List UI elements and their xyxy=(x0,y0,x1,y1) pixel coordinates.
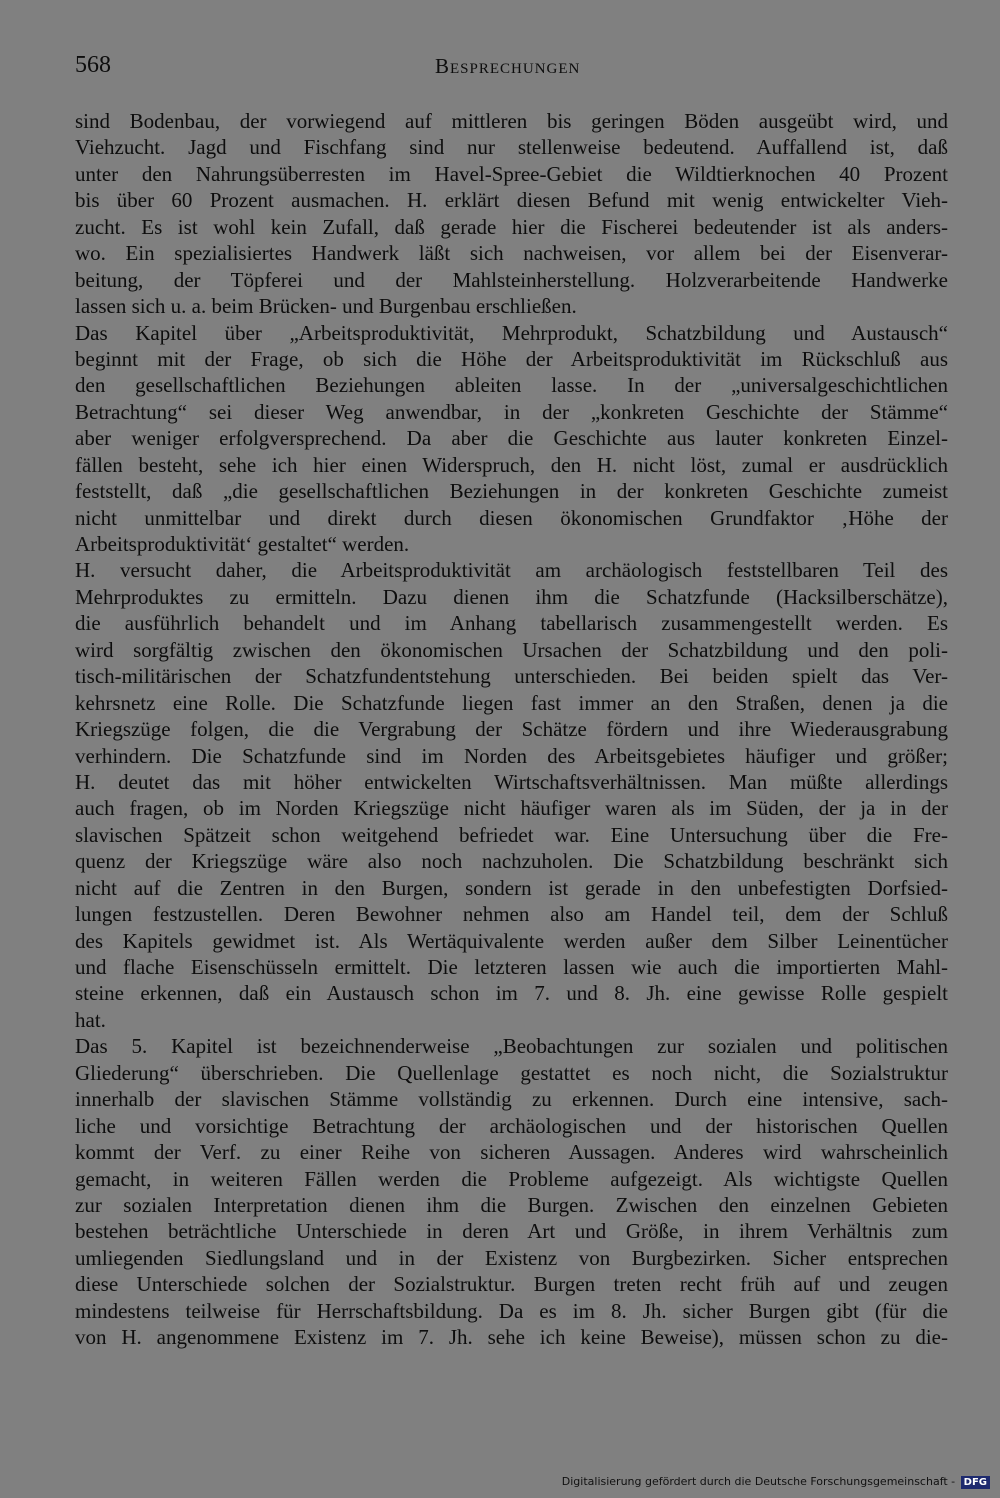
text-line: beginnt mit der Frage, ob sich die Höhe der Arbeitsproduktivität im Rückschluß aus xyxy=(75,346,948,371)
text-line: und flache Eisenschüsseln ermittelt. Die letzteren lassen wie auch die importierten Mahl- xyxy=(75,955,948,979)
text-line: auch fragen, ob im Norden Kriegszüge nicht häufiger waren als im Süden, der ja in der xyxy=(75,796,948,821)
text-line: zur sozialen Interpretation dienen ihm die Burgen. Zwischen den einzelnen Gebieten xyxy=(75,1192,948,1217)
digitization-credit xyxy=(0,1475,990,1489)
text-line: Kriegszüge folgen, die die Vergrabung der Schätze fördern und ihre Wiederausgrabung xyxy=(75,717,948,742)
text-line: feststellt, daß „die gesellschaftlichen Beziehungen in der konkreten Geschichte zumeist xyxy=(75,479,948,504)
text-line: beitung, der Töpferei und der Mahlsteinherstellung. Holzverarbeitende Handwerke xyxy=(75,267,948,292)
text-line: den gesellschaftlichen Beziehungen ableiten lasse. In der „universalgeschichtlichen xyxy=(75,373,948,398)
text-line: H. deutet das mit höher entwickelten Wirtschaftsverhältnissen. Man müßte allerdings xyxy=(75,769,948,794)
text-line: Arbeitsproduktivität‘ gestaltet“ werden. xyxy=(75,532,410,556)
text-line: bestehen beträchtliche Unterschiede in deren Art und Größe, in ihrem Verhältnis zum xyxy=(75,1219,948,1244)
text-line: lungen festzustellen. Deren Bewohner nehmen also am Handel teil, dem der Schluß xyxy=(75,902,948,927)
text-line: diese Unterschiede solchen der Sozialstruktur. Burgen treten recht früh auf und zeugen xyxy=(75,1272,948,1297)
text-line: bis über 60 Prozent ausmachen. H. erklärt diesen Befund mit wenig entwickelter Vieh- xyxy=(75,188,948,213)
text-line: tisch-militärischen der Schatzfundentstehung unterschieden. Bei beiden spielt das Ver- xyxy=(75,664,948,689)
text-line: verhindern. Die Schatzfunde sind im Norden des Arbeitsgebietes häufiger und größer; xyxy=(75,743,948,768)
text-line: aber weniger erfolgversprechend. Da aber die Geschichte aus lauter konkreten Einzel- xyxy=(75,426,948,451)
text-line: innerhalb der slavischen Stämme vollständig zu erkennen. Durch eine intensive, sach- xyxy=(75,1087,948,1112)
text-line: Das 5. Kapitel ist bezeichnenderweise „Beobachtungen zur sozialen und politischen xyxy=(75,1034,948,1059)
running-head: Besprechungen xyxy=(435,54,581,78)
text-line: Betrachtung“ sei dieser Weg anwendbar, in der „konkreten Geschichte der Stämme“ xyxy=(75,399,948,424)
text-line: slavischen Spätzeit schon weitgehend befriedet war. Eine Untersuchung über die Fre- xyxy=(75,822,948,847)
text-line: mindestens teilweise für Herrschaftsbildung. Da es im 8. Jh. sicher Burgen gibt (für die xyxy=(75,1298,948,1323)
page-number: 568 xyxy=(75,52,111,78)
text-line: die ausführlich behandelt und im Anhang tabellarisch zusammengestellt werden. Es xyxy=(75,611,948,636)
text-line: Mehrproduktes zu ermitteln. Dazu dienen ihm die Schatzfunde (Hacksilberschätze), xyxy=(75,584,948,609)
dfg-logo: DFG xyxy=(961,1476,990,1489)
text-line: kommt der Verf. zu einer Reihe von sicheren Aussagen. Anderes wird wahrscheinlich xyxy=(75,1140,948,1165)
text-line: Das Kapitel über „Arbeitsproduktivität, Mehrprodukt, Schatzbildung und Austausch“ xyxy=(75,320,948,345)
body-text xyxy=(75,108,948,1351)
page-header xyxy=(75,52,948,82)
text-line: nicht auf die Zentren in den Burgen, sondern ist gerade in den unbefestigten Dorfsied- xyxy=(75,875,948,900)
text-line: des Kapitels gewidmet ist. Als Wertäquivalente werden außer dem Silber Leinentücher xyxy=(75,928,948,953)
text-line: lassen sich u. a. beim Brücken- und Burgenbau erschließen. xyxy=(75,294,577,319)
text-line: fällen besteht, sehe ich hier einen Widerspruch, den H. nicht löst, zumal er ausdrücklich xyxy=(75,452,948,477)
text-line: quenz der Kriegszüge wäre also noch nachzuholen. Die Schatzbildung beschränkt sich xyxy=(75,849,948,874)
text-line: liche und vorsichtige Betrachtung der archäologischen und der historischen Quellen xyxy=(75,1113,948,1138)
text-line: zucht. Es ist wohl kein Zufall, daß gerade hier die Fischerei bedeutender ist als anders- xyxy=(75,214,948,239)
text-line: gemacht, in weiteren Fällen werden die Probleme aufgezeigt. Als wichtigste Quellen xyxy=(75,1166,948,1191)
text-line: wird sorgfältig zwischen den ökonomischen Ursachen der Schatzbildung und den poli- xyxy=(75,637,948,662)
text-line: wo. Ein spezialisiertes Handwerk läßt sich nachweisen, vor allem bei der Eisenverar- xyxy=(75,241,948,266)
text-line: unter den Nahrungsüberresten im Havel-Spree-Gebiet die Wildtierknochen 40 Prozent xyxy=(75,161,948,186)
text-line: hat. xyxy=(75,1007,106,1032)
text-line: umliegenden Siedlungsland und in der Existenz von Burgbezirken. Sicher entsprechen xyxy=(75,1245,948,1270)
text-line: nicht unmittelbar und direkt durch diesen ökonomischen Grundfaktor ‚Höhe der xyxy=(75,505,948,530)
text-line: Gliederung“ überschrieben. Die Quellenlage gestattet es noch nicht, die Sozialstruktur xyxy=(75,1060,948,1085)
text-line: H. versucht daher, die Arbeitsproduktivität am archäologisch feststellbaren Teil des xyxy=(75,558,948,583)
text-line: Viehzucht. Jagd und Fischfang sind nur stellenweise bedeutend. Auffallend ist, daß xyxy=(75,135,948,160)
text-line: kehrsnetz eine Rolle. Die Schatzfunde liegen fast immer an den Straßen, denen ja die xyxy=(75,690,948,715)
text-line: steine erkennen, daß ein Austausch schon im 7. und 8. Jh. eine gewisse Rolle gespielt xyxy=(75,981,948,1006)
credit-text: Digitalisierung gefördert durch die Deutsche Forschungsgemeinschaft - xyxy=(561,1475,956,1488)
text-line: von H. angenommene Existenz im 7. Jh. sehe ich keine Beweise), müssen schon zu die- xyxy=(75,1325,948,1350)
text-line: sind Bodenbau, der vorwiegend auf mittleren bis geringen Böden ausgeübt wird, und xyxy=(75,109,948,133)
